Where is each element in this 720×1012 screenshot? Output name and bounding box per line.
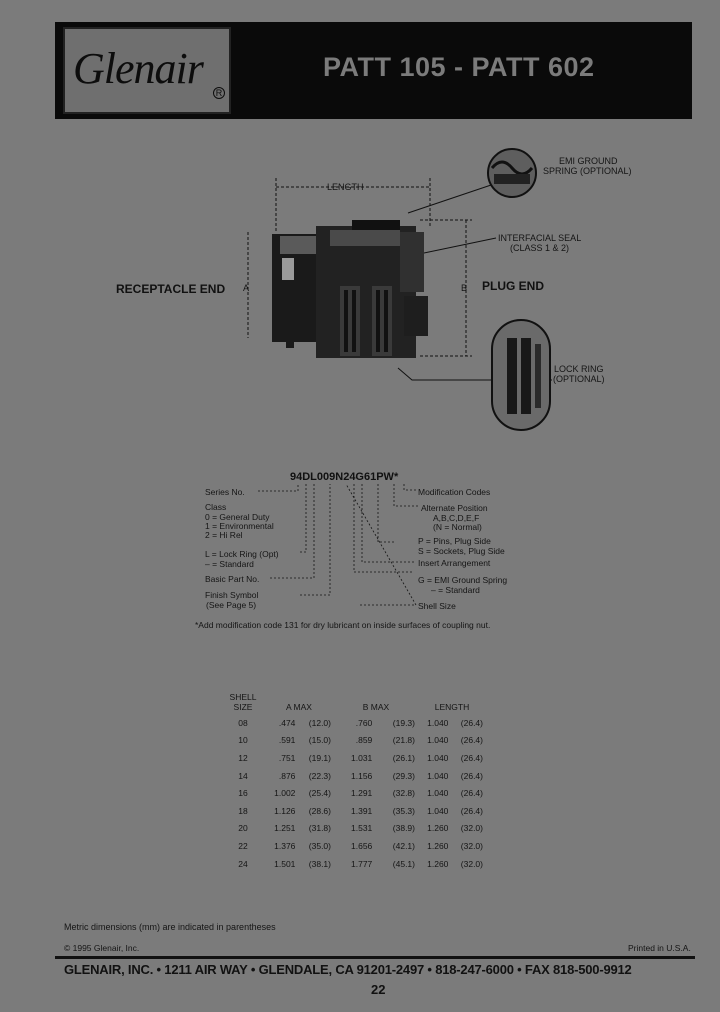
table-cell: 1.260: [427, 823, 449, 834]
table-cell: 1.656: [351, 840, 373, 851]
table-cell: 1.156: [351, 770, 373, 781]
emi-spring-detail: [488, 149, 536, 197]
table-row: [222, 784, 486, 802]
pn-left-basic-part: Basic Part No.: [205, 574, 260, 584]
pn-right-emi: G = EMI Ground Spring: [418, 575, 508, 585]
pn-right-pins: P = Pins, Plug Side: [418, 536, 491, 546]
footer-rule: [55, 956, 695, 959]
table-cell: 1.040: [427, 770, 449, 781]
table-row: [222, 802, 486, 820]
table-cell: (32.0): [460, 840, 483, 851]
table-cell: 1.376: [274, 840, 296, 851]
footer-address: GLENAIR, INC. • 1211 AIR WAY • GLENDALE, CA 91201-2497 • 818-247-6000 • FAX 818-500-9912: [64, 962, 632, 977]
table-cell: 1.777: [351, 858, 373, 869]
table-cell: (29.3): [392, 770, 415, 781]
pn-left-standard: – = Standard: [205, 559, 254, 569]
table-cell: (26.4): [460, 805, 483, 816]
table-row: [222, 855, 486, 873]
table-cell: (21.8): [392, 735, 415, 746]
dim-b-label: B: [461, 283, 468, 293]
table-cell: (28.6): [308, 805, 331, 816]
table-cell: (32.0): [460, 858, 483, 869]
table-cell: 18: [238, 805, 248, 816]
pn-right-insert: Insert Arrangement: [418, 558, 491, 568]
lock-ring-detail: [492, 320, 550, 430]
plug-end-label: PLUG END: [482, 279, 545, 293]
table-cell: (19.3): [392, 717, 415, 728]
table-row: [222, 749, 486, 767]
table-cell: 14: [238, 770, 248, 781]
pn-left-finish: Finish Symbol: [205, 590, 259, 600]
table-cell: 12: [238, 752, 248, 763]
col-a-max: A MAX: [286, 702, 312, 712]
pn-left-lock-ring: L = Lock Ring (Opt): [205, 549, 279, 559]
table-cell: 1.002: [274, 788, 296, 799]
table-cell: 1.040: [427, 735, 449, 746]
table-cell: (35.3): [392, 805, 415, 816]
table-cell: 1.260: [427, 858, 449, 869]
table-cell: (26.1): [392, 752, 415, 763]
pn-left-class-1: 1 = Environmental: [205, 521, 274, 531]
table-cell: (12.0): [308, 717, 331, 728]
lubricant-note: *Add modification code 131 for dry lubricant on inside surfaces of coupling nut.: [195, 620, 491, 630]
pn-right-shell-size: Shell Size: [418, 601, 456, 611]
part-number-example: 94DL009N24G61PW*: [290, 471, 399, 483]
table-cell: 08: [238, 717, 248, 728]
dim-a-label: A: [243, 283, 250, 293]
pn-left-series: Series No.: [205, 487, 245, 497]
pn-right-alt-letters: A,B,C,D,E,F: [433, 513, 480, 523]
pn-left-see-page: (See Page 5): [206, 600, 257, 610]
page-number: 22: [371, 982, 386, 997]
table-row: [222, 767, 486, 785]
table-cell: (42.1): [392, 840, 415, 851]
table-cell: (26.4): [460, 735, 483, 746]
table-cell: .591: [278, 735, 296, 746]
table-cell: (31.8): [308, 823, 331, 834]
col-shell-size: SHELL SIZE: [229, 692, 257, 712]
table-cell: (38.9): [392, 823, 415, 834]
table-cell: 1.031: [351, 752, 373, 763]
dimensions-table: [222, 692, 486, 872]
table-row: [222, 820, 486, 838]
table-cell: (22.3): [308, 770, 331, 781]
glenair-logo: [63, 27, 231, 114]
registered-mark: R: [213, 87, 225, 99]
table-row: [222, 732, 486, 750]
table-cell: 10: [238, 735, 248, 746]
table-cell: (26.4): [460, 788, 483, 799]
pn-right-standard: – = Standard: [431, 585, 480, 595]
table-cell: 1.040: [427, 788, 449, 799]
table-cell: (35.0): [308, 840, 331, 851]
table-cell: (26.4): [460, 752, 483, 763]
interfacial-seal-label-2: (CLASS 1 & 2): [510, 243, 570, 253]
table-cell: (26.4): [460, 770, 483, 781]
length-label: LENGTH: [327, 182, 364, 192]
table-row: [222, 714, 486, 732]
table-cell: .859: [355, 735, 373, 746]
table-cell: 1.040: [427, 752, 449, 763]
pn-right-normal: (N = Normal): [433, 522, 482, 532]
table-cell: (26.4): [460, 717, 483, 728]
emi-spring-label-1: EMI GROUND: [559, 156, 618, 166]
copyright: © 1995 Glenair, Inc.: [64, 943, 140, 953]
dimensions-header-row: [222, 692, 486, 714]
table-cell: (45.1): [392, 858, 415, 869]
pn-right-alt-position: Alternate Position: [421, 503, 488, 513]
table-cell: 1.531: [351, 823, 373, 834]
table-cell: (15.0): [308, 735, 331, 746]
connector-body: [272, 220, 428, 358]
table-cell: 24: [238, 858, 248, 869]
table-cell: (32.8): [392, 788, 415, 799]
table-cell: (38.1): [308, 858, 331, 869]
receptacle-end-label: RECEPTACLE END: [116, 282, 226, 296]
table-row: [222, 837, 486, 855]
pn-left-class: Class: [205, 502, 227, 512]
table-cell: (19.1): [308, 752, 331, 763]
pn-right-sockets: S = Sockets, Plug Side: [418, 546, 505, 556]
table-cell: 1.040: [427, 717, 449, 728]
logo-text: Glenair: [73, 44, 203, 93]
lock-ring-label-2: (OPTIONAL): [553, 374, 605, 384]
table-cell: 20: [238, 823, 248, 834]
pn-left-class-0: 0 = General Duty: [205, 512, 270, 522]
table-cell: .751: [278, 752, 296, 763]
table-cell: 22: [238, 840, 248, 851]
interfacial-seal-label-1: INTERFACIAL SEAL: [498, 233, 582, 243]
page-title: PATT 105 - PATT 602: [323, 52, 595, 82]
table-cell: .876: [278, 770, 296, 781]
table-cell: 1.260: [427, 840, 449, 851]
metric-note: Metric dimensions (mm) are indicated in parentheses: [64, 922, 276, 932]
lock-ring-label-1: LOCK RING: [554, 364, 604, 374]
table-cell: 1.501: [274, 858, 296, 869]
pn-right-mod-codes: Modification Codes: [418, 487, 491, 497]
table-cell: 1.040: [427, 805, 449, 816]
part-number-leaders: [0, 480, 720, 610]
table-cell: 16: [238, 788, 248, 799]
table-cell: 1.391: [351, 805, 373, 816]
col-b-max: B MAX: [362, 702, 390, 712]
table-cell: 1.291: [351, 788, 373, 799]
table-cell: (25.4): [308, 788, 331, 799]
printed-in: Printed in U.S.A.: [628, 943, 691, 953]
table-cell: .760: [355, 717, 373, 728]
table-cell: 1.126: [274, 805, 296, 816]
table-cell: .474: [278, 717, 296, 728]
emi-spring-label-2: SPRING (OPTIONAL): [543, 166, 632, 176]
pn-left-class-2: 2 = Hi Rel: [205, 530, 243, 540]
table-cell: (32.0): [460, 823, 483, 834]
col-length: LENGTH: [434, 702, 470, 712]
table-cell: 1.251: [274, 823, 296, 834]
